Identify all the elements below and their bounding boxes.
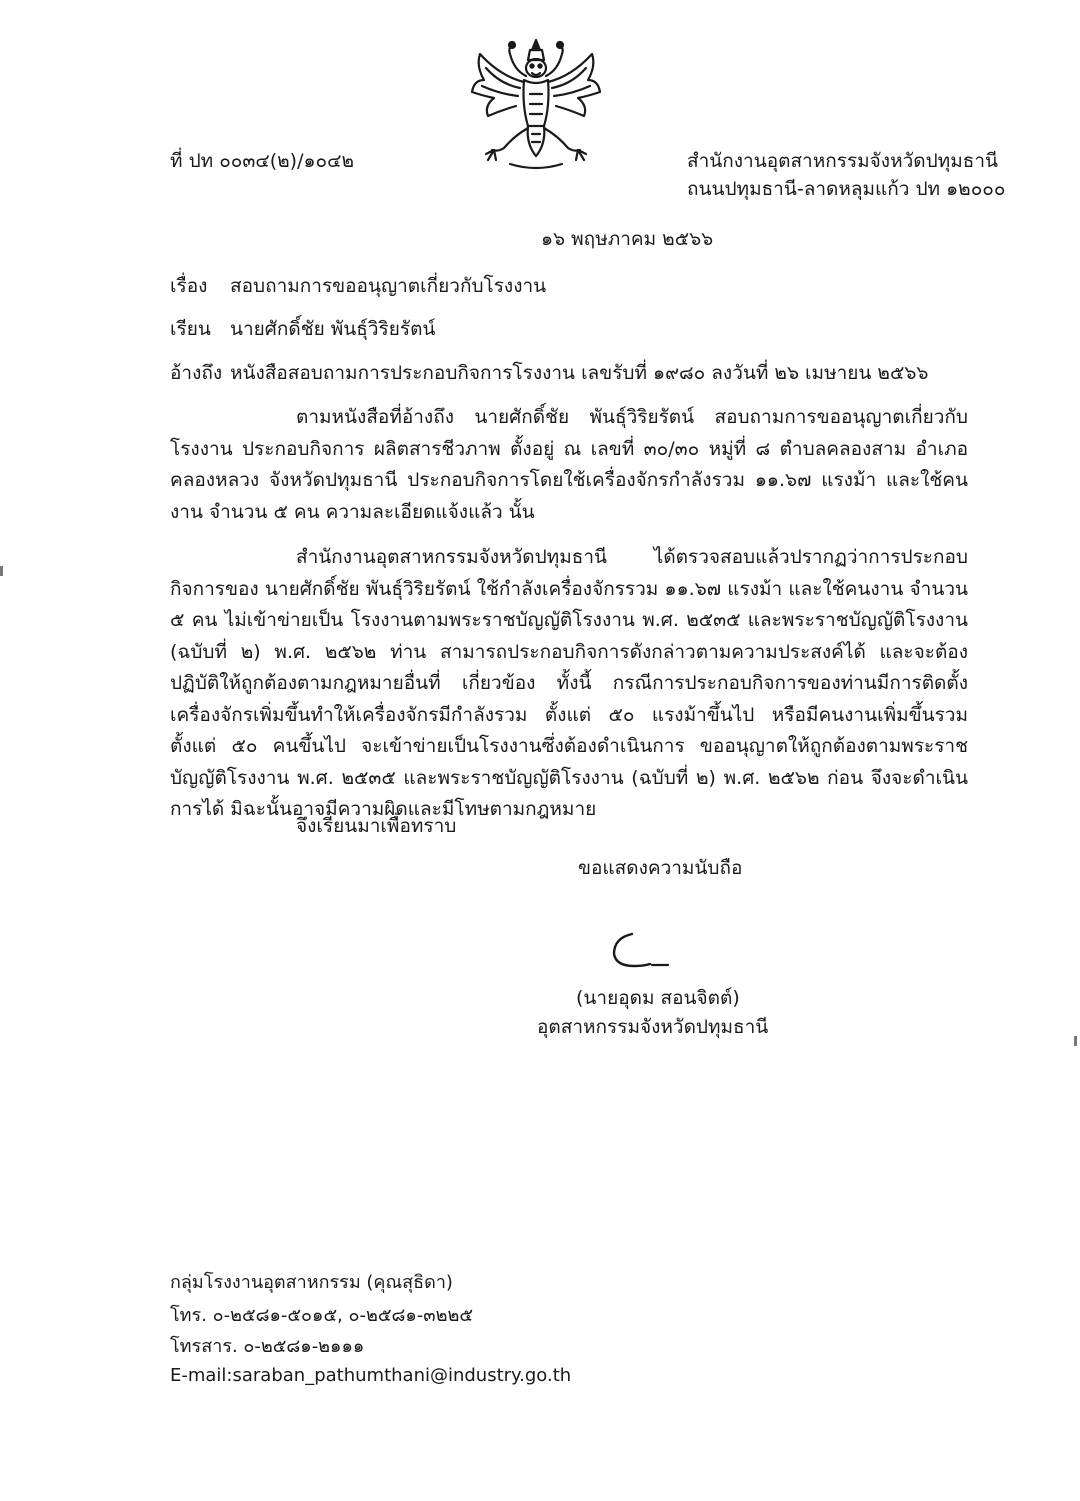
footer-phone: โทร. ๐-๒๕๘๑-๕๐๑๕, ๐-๒๕๘๑-๓๒๒๕: [170, 1305, 473, 1326]
signer-name: (นายอุดม สอนจิตต์): [576, 987, 740, 1009]
subject-text: สอบถามการขออนุญาตเกี่ยวกับโรงงาน: [230, 275, 547, 297]
reference-text: หนังสือสอบถามการประกอบกิจการโรงงาน เลขรับที่ ๑๙๘๐ ลงวันที่ ๒๖ เมษายน ๒๕๖๖: [230, 362, 929, 384]
body-paragraph-1-text: ตามหนังสือที่อ้างถึง นายศักดิ์ชัย พันธุ์วิริยรัตน์ สอบถามการขออนุญาตเกี่ยวกับโรงงาน ประกอบกิจการ ผลิตสารชีวภาพ ตั้งอยู่ ณ เลขที่ ๓๐/๓๐ หมู่ที่ ๘ ตำบลคลองสาม อำเภอคลองหลวง จังหวัดปทุมธานี ประกอบกิจการโดยใช้เครื่องจักรกำลังรวม ๑๑.๖๗ แรงม้า และใช้คนงาน จำนวน ๕ คน ความละเอียดแจ้งแล้ว นั้น: [170, 406, 968, 523]
signer-title: อุตสาหกรรมจังหวัดปทุมธานี: [537, 1016, 769, 1038]
closing-line: จึงเรียนมาเพื่อทราบ: [296, 815, 457, 837]
garuda-emblem-icon: [470, 36, 602, 176]
office-address: ถนนปทุมธานี-ลาดหลุมแก้ว ปท ๑๒๐๐๐: [687, 178, 1006, 200]
subject-label: เรื่อง: [170, 275, 208, 297]
letter-date: ๑๖ พฤษภาคม ๒๕๖๖: [541, 228, 714, 250]
regards-line: ขอแสดงความนับถือ: [578, 857, 743, 879]
footer-email: E-mail:saraban_pathumthani@industry.go.th: [170, 1365, 572, 1386]
footer-fax: โทรสาร. ๐-๒๕๘๑-๒๑๑๑: [170, 1336, 365, 1357]
office-name: สำนักงานอุตสาหกรรมจังหวัดปทุมธานี: [687, 150, 998, 172]
scan-edge-mark: [1074, 1036, 1077, 1046]
body-paragraph-2-text: สำนักงานอุตสาหกรรมจังหวัดปทุมธานี ได้ตรวจสอบแล้วปรากฏว่าการประกอบกิจการของ นายศักดิ์ชัย พันธุ์วิริยรัตน์ ใช้กำลังเครื่องจักรรวม ๑๑.๖๗ แรงม้า และใช้คนงาน จำนวน ๕ คน ไม่เข้าข่ายเป็น โรงงานตามพระราชบัญญัติโรงงาน พ.ศ. ๒๕๓๕ และพระราชบัญญัติโรงงาน (ฉบับที่ ๒) พ.ศ. ๒๕๖๒ ท่าน สามารถประกอบกิจการดังกล่าวตามความประสงค์ได้ และจะต้องปฏิบัติให้ถูกต้องตามกฎหมายอื่นที่ เกี่ยวข้อง ทั้งนี้ กรณีการประกอบกิจการของท่านมีการติดตั้งเครื่องจักรเพิ่มขึ้นทำให้เครื่องจักรมีกำลังรวม ตั้งแต่ ๕๐ แรงม้าขึ้นไป หรือมีคนงานเพิ่มขึ้นรวมตั้งแต่ ๕๐ คนขึ้นไป จะเข้าข่ายเป็นโรงงานซึ่งต้องดำเนินการ ขออนุญาตให้ถูกต้องตามพระราชบัญญัติโรงงาน พ.ศ. ๒๕๓๕ และพระราชบัญญัติโรงงาน (ฉบับที่ ๒) พ.ศ. ๒๕๖๒ ก่อน จึงจะดำเนินการได้ มิฉะนั้นอาจมีความผิดและมีโทษตามกฎหมาย: [170, 546, 968, 820]
body-paragraph-2: [170, 542, 968, 826]
addressee-row: [170, 317, 435, 341]
subject-row: [170, 274, 546, 298]
addressee-text: นายศักดิ์ชัย พันธุ์วิริยรัตน์: [230, 318, 436, 340]
scan-edge-mark: [0, 566, 3, 576]
reference-row: [170, 361, 928, 385]
reference-number: ที่ ปท ๐๐๓๔(๒)/๑๐๔๒: [170, 150, 355, 172]
addressee-label: เรียน: [170, 318, 211, 340]
handwritten-signature: [608, 928, 678, 974]
reference-label: อ้างถึง: [170, 362, 223, 384]
footer-department: กลุ่มโรงงานอุตสาหกรรม (คุณสุธิดา): [170, 1272, 453, 1293]
body-paragraph-1: [170, 402, 968, 528]
